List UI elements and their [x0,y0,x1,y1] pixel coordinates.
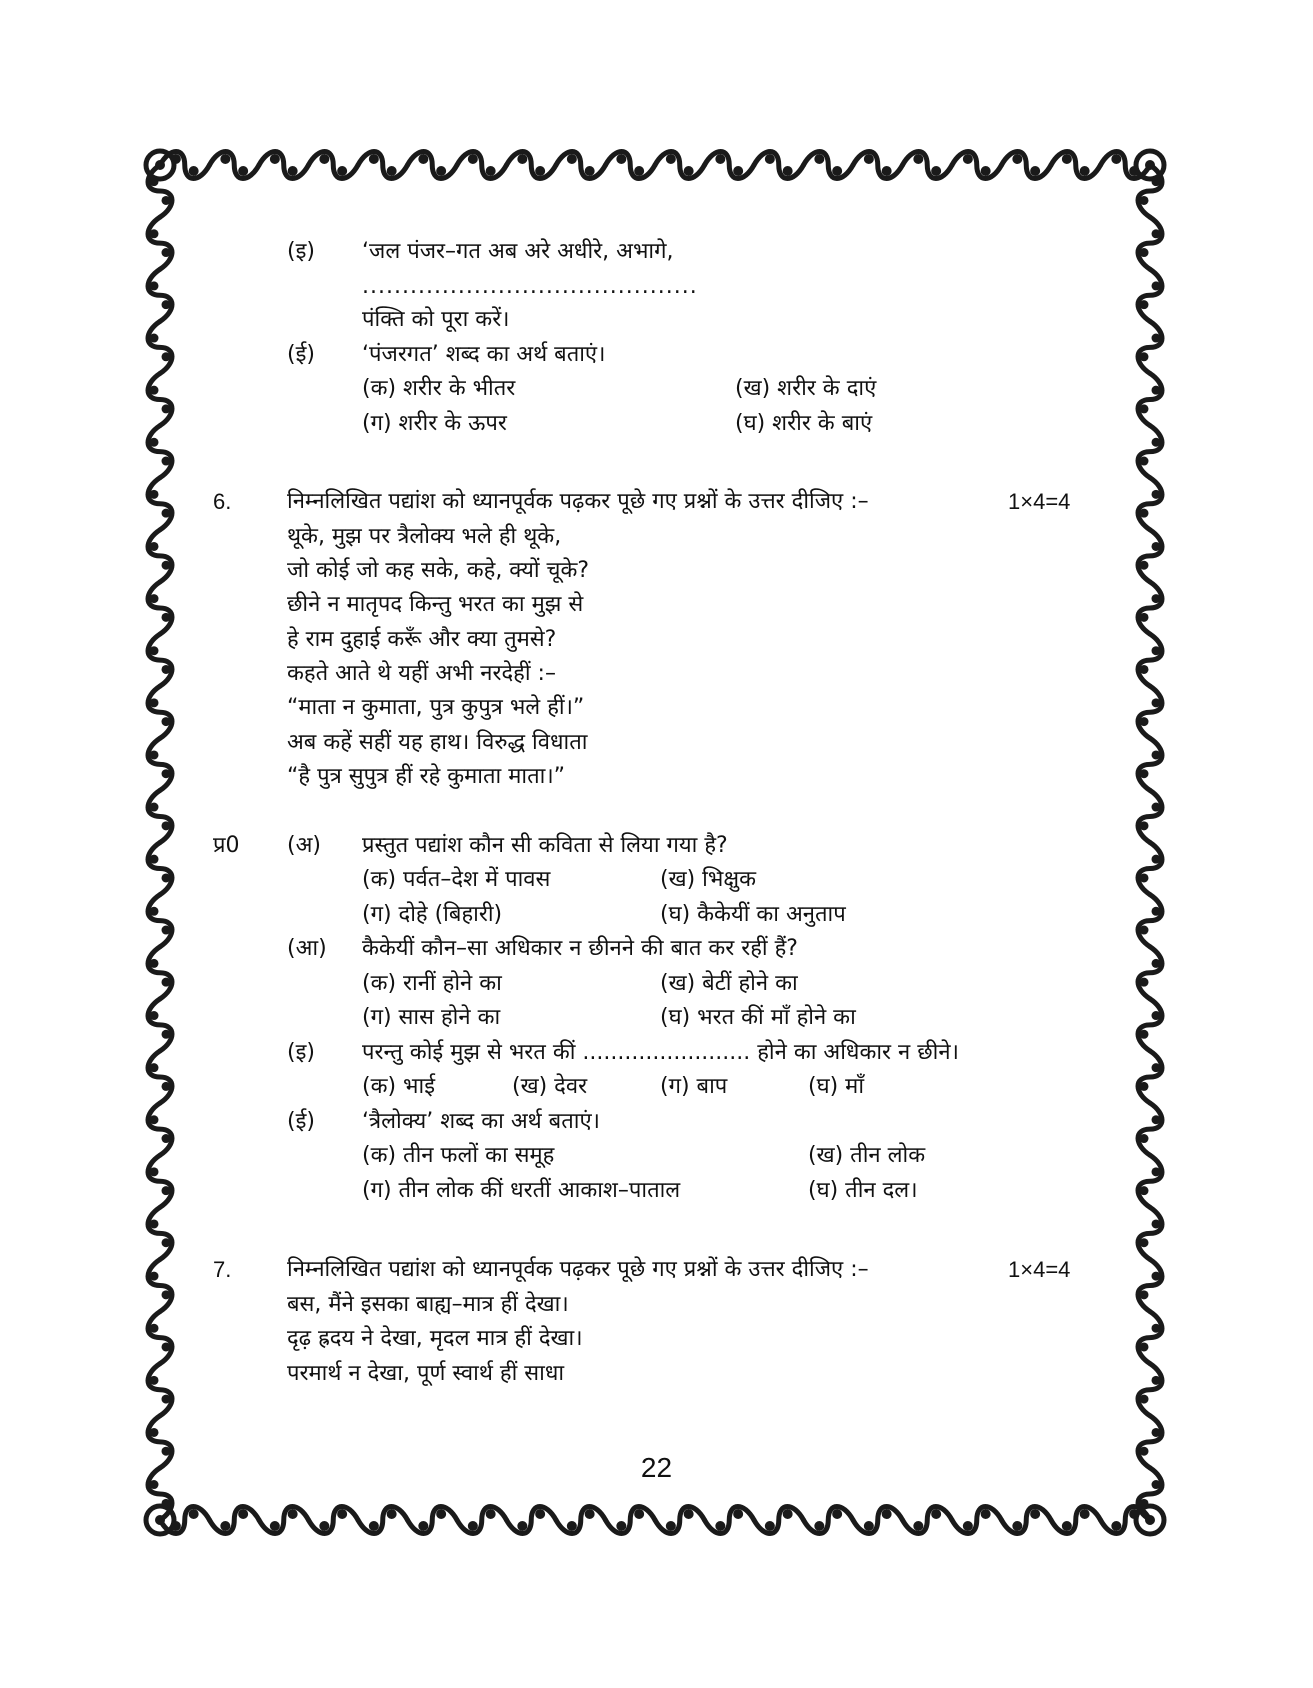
q6-e-question: परन्तु कोई मुझ से भरत कीं ........................ होने का अधिकार न छीने। [362,1040,959,1065]
q6-marks: 1×4=4 [1008,489,1071,514]
option: (घ) कैकेयीं का अनुताप [660,902,846,927]
poem-line: थूके, मुझ पर त्रैलोक्य भले ही थूके, [287,524,562,549]
fill-blank-dots: .......................................... [362,274,698,299]
q6-e-label: (इ) [287,1040,315,1065]
option: (क) पर्वत–देश में पावस [362,867,551,892]
q6-ee-question: ‘त्रैलोक्य’ शब्द का अर्थ बताएं। [362,1109,600,1134]
q6-a-label: (अ) [287,833,321,858]
q6-ee-label: (ई) [287,1109,315,1134]
poem-line: जो कोई जो कह सके, कहे, क्यों चूके? [287,558,590,583]
option: (ग) सास होने का [362,1005,501,1030]
page-number: 22 [640,1452,673,1483]
option: (ख) देवर [512,1074,588,1099]
q5-ee-label: (ई) [287,342,315,367]
q5-e-instruction: पंक्ति को पूरा करें। [362,307,510,332]
option: (ख) बेटीं होने का [660,971,798,996]
question-label: प्र0 [213,833,240,858]
poem-line: बस, मैंने इसका बाह्य–मात्र हीं देखा। [287,1292,569,1317]
poem-line: “माता न कुमाता, पुत्र कुपुत्र भले हीं।” [287,695,585,720]
option: (क) शरीर के भीतर [362,376,516,401]
option: (ख) भिक्षुक [660,867,756,892]
option: (क) रानीं होने का [362,971,502,996]
q5-e-line: ‘जल पंजर–गत अब अरे अधीरे, अभागे, [362,239,674,264]
poem-line: छीने न मातृपद किन्तु भरत का मुझ से [287,592,584,617]
option: (ग) शरीर के ऊपर [362,411,507,436]
option: (घ) तीन दल। [808,1178,918,1203]
option: (ख) शरीर के दाएं [735,376,877,401]
option: (घ) भरत कीं माँ होने का [660,1005,856,1030]
poem-line: परमार्थ न देखा, पूर्ण स्वार्थ हीं साधा [287,1361,565,1386]
poem-line: हे राम दुहाई करूँ और क्या तुमसे? [287,627,557,652]
option: (ख) तीन लोक [808,1143,926,1168]
q5-e-label: (इ) [287,239,315,264]
q6-instruction: निम्नलिखित पद्यांश को ध्यानपूर्वक पढ़कर पूछे गए प्रश्नों के उत्तर दीजिए :– [287,489,869,514]
q7-instruction: निम्नलिखित पद्यांश को ध्यानपूर्वक पढ़कर पूछे गए प्रश्नों के उत्तर दीजिए :– [287,1257,869,1282]
option: (घ) माँ [808,1074,865,1099]
q6-a-question: प्रस्तुत पद्यांश कौन सी कविता से लिया गया है? [362,833,728,858]
option: (क) भाई [362,1074,436,1099]
option: (ग) दोहे (बिहारी) [362,902,503,927]
q6-aa-label: (आ) [287,936,327,961]
option: (ग) बाप [660,1074,728,1099]
option: (क) तीन फलों का समूह [362,1143,555,1168]
q6-aa-question: कैकेयीं कौन–सा अधिकार न छीनने की बात कर रहीं हैं? [362,936,798,961]
q7-marks: 1×4=4 [1008,1257,1071,1282]
option: (घ) शरीर के बाएं [735,411,873,436]
q7-number: 7. [213,1257,232,1282]
poem-line: अब कहें सहीं यह हाथ। विरुद्ध विधाता [287,730,588,755]
option: (ग) तीन लोक कीं धरतीं आकाश–पाताल [362,1178,681,1203]
q6-number: 6. [213,489,232,514]
poem-line: “है पुत्र सुपुत्र हीं रहे कुमाता माता।” [287,764,566,789]
q5-ee-question: ‘पंजरगत’ शब्द का अर्थ बताएं। [362,342,606,367]
poem-line: दृढ़ ह्रदय ने देखा, मृदल मात्र हीं देखा। [287,1326,583,1351]
poem-line: कहते आते थे यहीं अभी नरदेहीं :– [287,661,556,686]
